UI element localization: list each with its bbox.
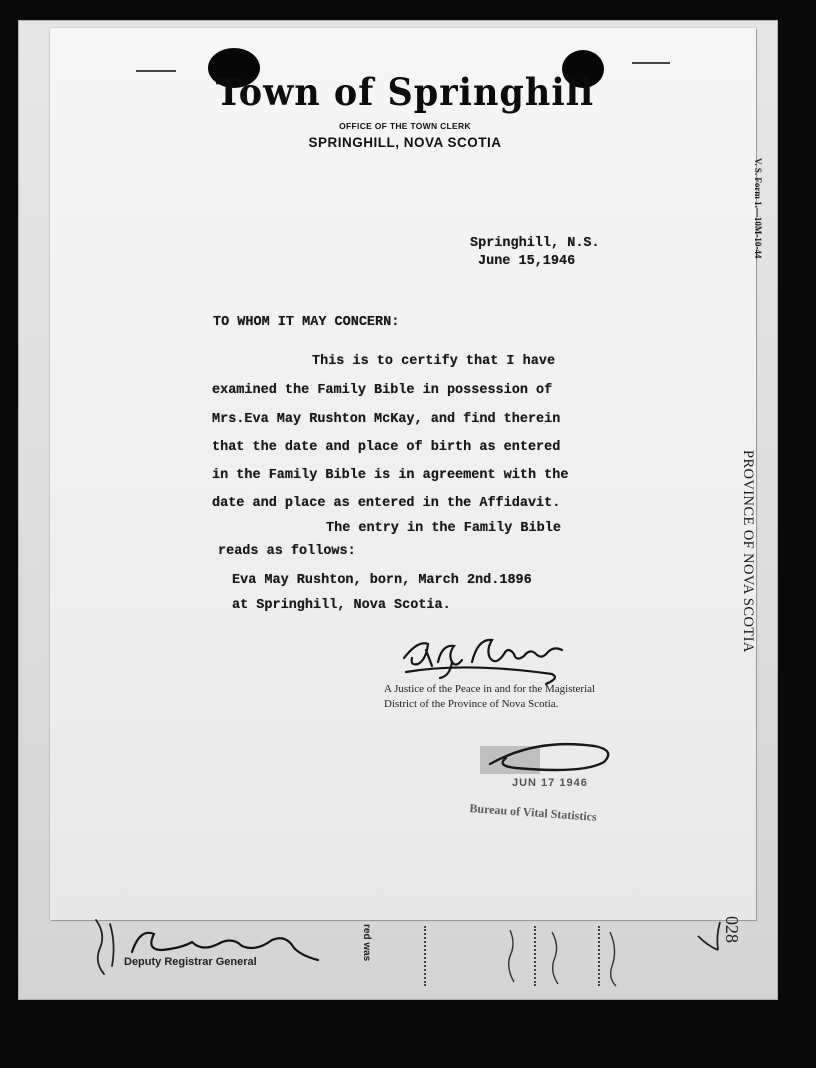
body-line: examined the Family Bible in possession of [212,383,553,398]
signer-title-line: District of the Province of Nova Scotia. [384,698,559,710]
handwritten-surname [86,914,126,984]
body-line: reads as follows: [218,544,356,559]
letterhead-location: SPRINGHILL, NOVA SCOTIA [308,135,502,150]
letter-salutation: TO WHOM IT MAY CONCERN: [213,315,400,330]
body-line: in the Family Bible is in agreement with the [212,468,569,483]
dotted-field-line [424,926,426,986]
body-line: This is to certify that I have [312,354,556,369]
check-mark [694,916,724,956]
body-line: Mrs.Eva May Rushton McKay, and find therein [212,412,561,427]
stamp-office: Bureau of Vital Statistics [469,801,598,824]
signer-title-line: A Justice of the Peace in and for the Magisterial [384,683,596,695]
deputy-registrar-label: Deputy Registrar General [124,956,257,968]
province-label: PROVINCE OF NOVA SCOTIA [740,450,756,653]
letter-place: Springhill, N.S. [470,236,600,251]
registration-number: 028 [722,916,742,943]
registered-was-label: red was [361,924,372,962]
body-line: The entry in the Family Bible [326,521,561,536]
body-line: that the date and place of birth as entered [212,440,561,455]
letterhead-title: Town of Springhill [215,70,595,115]
bible-entry-line: at Springhill, Nova Scotia. [232,598,451,613]
edge-mark [632,62,670,64]
stamp-date: JUN 17 1946 [512,777,588,789]
handwritten-entries [500,926,630,990]
body-line: date and place as entered in the Affidavit. [212,496,561,511]
form-code: V. S. Form 1.—10M-10-44 [753,158,763,259]
letter-date: June 15,1946 [478,254,576,269]
letterhead-office: OFFICE OF THE TOWN CLERK [339,121,471,131]
bible-entry-line: Eva May Rushton, born, March 2nd.1896 [232,573,532,588]
justice-signature [396,632,572,686]
